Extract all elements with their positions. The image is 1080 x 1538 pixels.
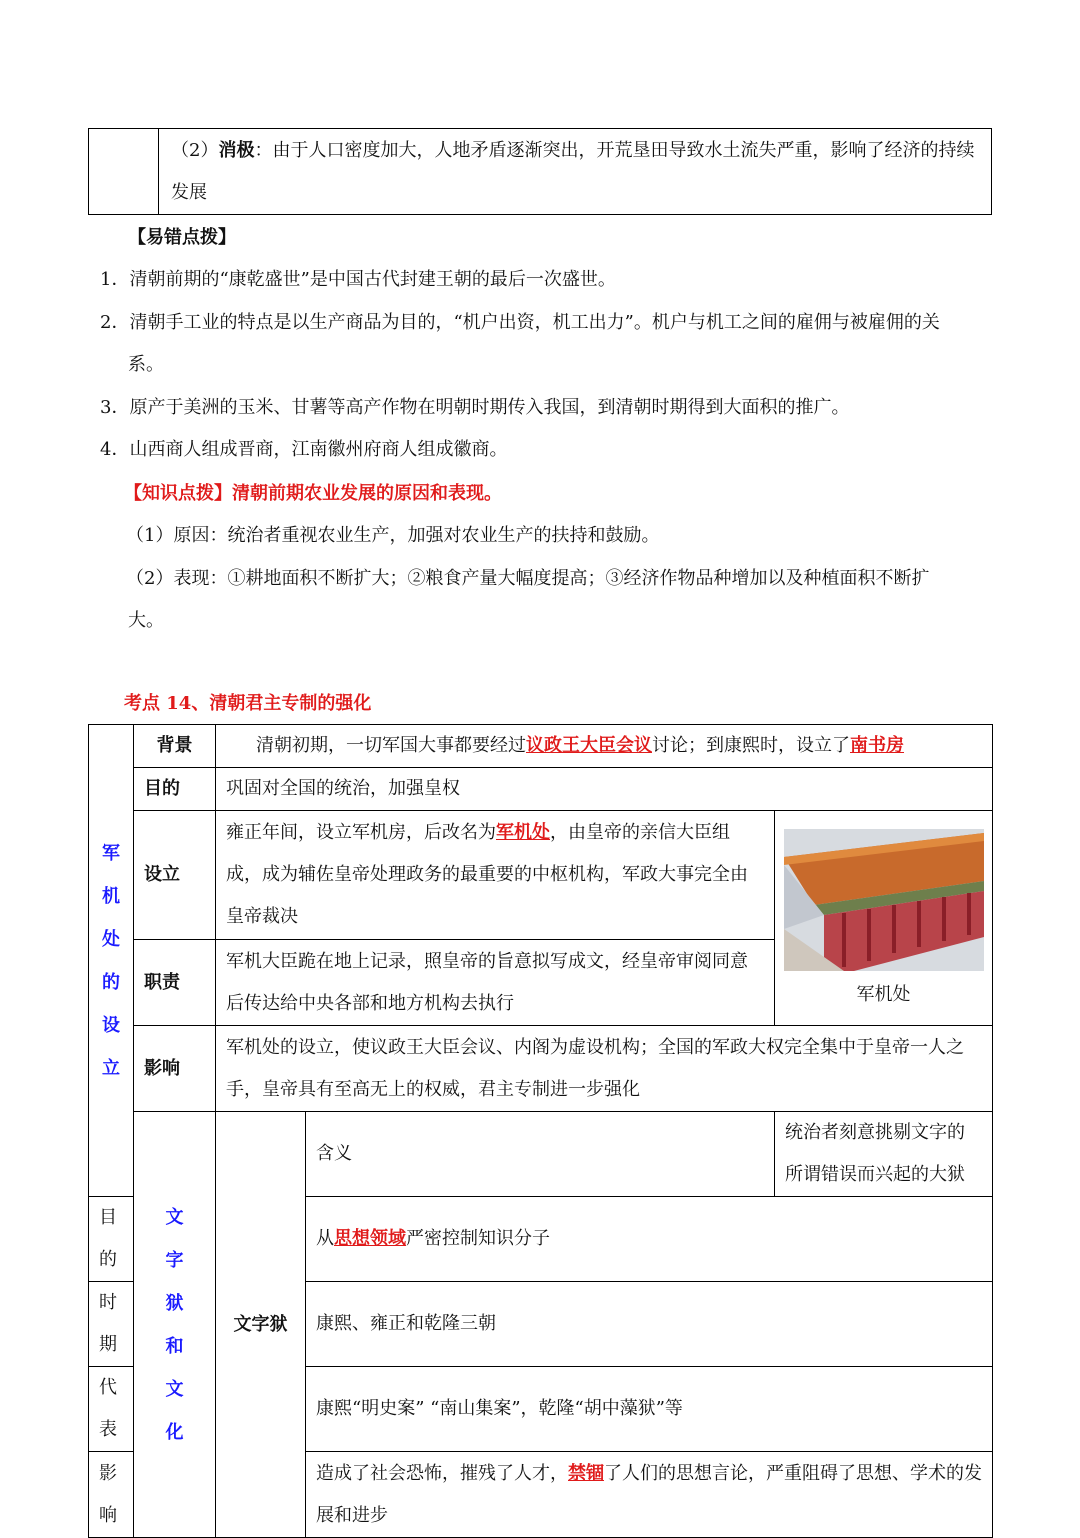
highlight-nanshufang: 南书房 [850, 735, 904, 756]
purpose-cell: 巩固对全国的统治，加强皇权 [216, 768, 993, 811]
establish-cell: 雍正年间，设立军机房，后改名为军机处，由皇帝的亲信大臣组成，成为辅佐皇帝处理政务的最重要的中枢机构，军政大事完全由皇帝裁决 [216, 811, 775, 940]
negative-label: 消极 [218, 139, 255, 161]
highlight-jingu: 禁锢 [568, 1462, 604, 1484]
cases-cell: 康熙“明史案” “南山集案”，乾隆“胡中藻狱”等 [306, 1367, 993, 1452]
highlight-sixiang: 思想领域 [334, 1228, 406, 1249]
image-caption: 军机处 [856, 984, 911, 1005]
row-label-purpose: 目的 [134, 768, 216, 811]
impact-cell: 军机处的设立，使议政王大臣会议、内阁为虚设机构；全国的军政大权完全集中于皇帝一人之手，皇帝具有至高无上的权威，君主专制进一步强化 [216, 1026, 993, 1112]
section-title: 考点 14、清朝君主专制的强化 [124, 693, 372, 714]
top-continuation-table [88, 128, 992, 215]
negative-effect-cell: （2）消极：由于人口密度加大，人地矛盾逐渐突出，开荒垦田导致水土流失严重，影响了经济的持续发展 [159, 129, 992, 215]
row-label-wzy-impact: 影响 [89, 1452, 134, 1538]
row-label-wzy-purpose: 目的 [89, 1197, 134, 1282]
error-tips-heading: 【易错点拨】 [128, 227, 236, 248]
duty-cell: 军机大臣跪在地上记录，照皇帝的旨意拟写成文，经皇帝审阅同意后传达给中央各部和地方机构去执行 [216, 940, 775, 1026]
wzy-impact-cell: 造成了社会恐怖，摧残了人才，禁锢了人们的思想言论，严重阻碍了思想、学术的发展和进步 [306, 1452, 993, 1538]
wenziyu-group-label: 文字狱 [216, 1112, 306, 1538]
knowledge-line-2: （2）表现：①耕地面积不断扩大；②粮食产量大幅度提高；③经济作物品种增加以及种植面积不断扩 [126, 568, 930, 589]
row-label-duty: 职责 [134, 940, 216, 1026]
meaning-cell: 统治者刻意挑剔文字的所谓错误而兴起的大狱 [775, 1112, 993, 1197]
period-cell: 康熙、雍正和乾隆三朝 [306, 1282, 993, 1367]
wenziyu-side-label: 文 字 狱 和 文 化 [134, 1112, 216, 1538]
empty-cell [89, 129, 159, 215]
palace-building-icon [784, 829, 984, 971]
tip-item-4: 4．山西商人组成晋商，江南徽州府商人组成徽商。 [100, 439, 508, 460]
knowledge-heading: 【知识点拨】清朝前期农业发展的原因和表现。 [124, 483, 502, 504]
knowledge-line-2-cont: 大。 [128, 610, 164, 631]
background-cell: 清朝初期，一切军国大事都要经过议政王大臣会议讨论；到康熙时，设立了南书房 [216, 725, 993, 768]
tip-item-3: 3．原产于美洲的玉米、甘薯等高产作物在明朝时期传入我国，到清朝时期得到大面积的推广。 [100, 397, 850, 418]
row-label-period: 时期 [89, 1282, 134, 1367]
junjichu-side-label: 军 机 处 的 设 立 [89, 725, 134, 1197]
highlight-junjichu: 军机处 [496, 822, 550, 843]
row-label-establish: 设立 [134, 811, 216, 940]
tip-item-1: 1．清朝前期的“康乾盛世”是中国古代封建王朝的最后一次盛世。 [100, 269, 616, 290]
wzy-purpose-cell: 从思想领域严密控制知识分子 [306, 1197, 993, 1282]
junjichu-image-cell [775, 811, 993, 1026]
row-label-cases: 代表 [89, 1367, 134, 1452]
tip-item-2-cont: 系。 [128, 354, 164, 375]
row-label-meaning: 含义 [306, 1112, 775, 1197]
autocracy-table [88, 724, 993, 1538]
row-label-impact: 影响 [134, 1026, 216, 1112]
knowledge-line-1: （1）原因：统治者重视农业生产，加强对农业生产的扶持和鼓励。 [126, 525, 660, 546]
highlight-yizheng: 议政王大臣会议 [526, 735, 652, 756]
tip-item-2: 2．清朝手工业的特点是以生产商品为目的，“机户出资，机工出力”。机户与机工之间的雇佣与被雇佣的关 [100, 312, 940, 333]
junjichu-photo [784, 829, 984, 971]
row-label-background: 背景 [134, 725, 216, 768]
